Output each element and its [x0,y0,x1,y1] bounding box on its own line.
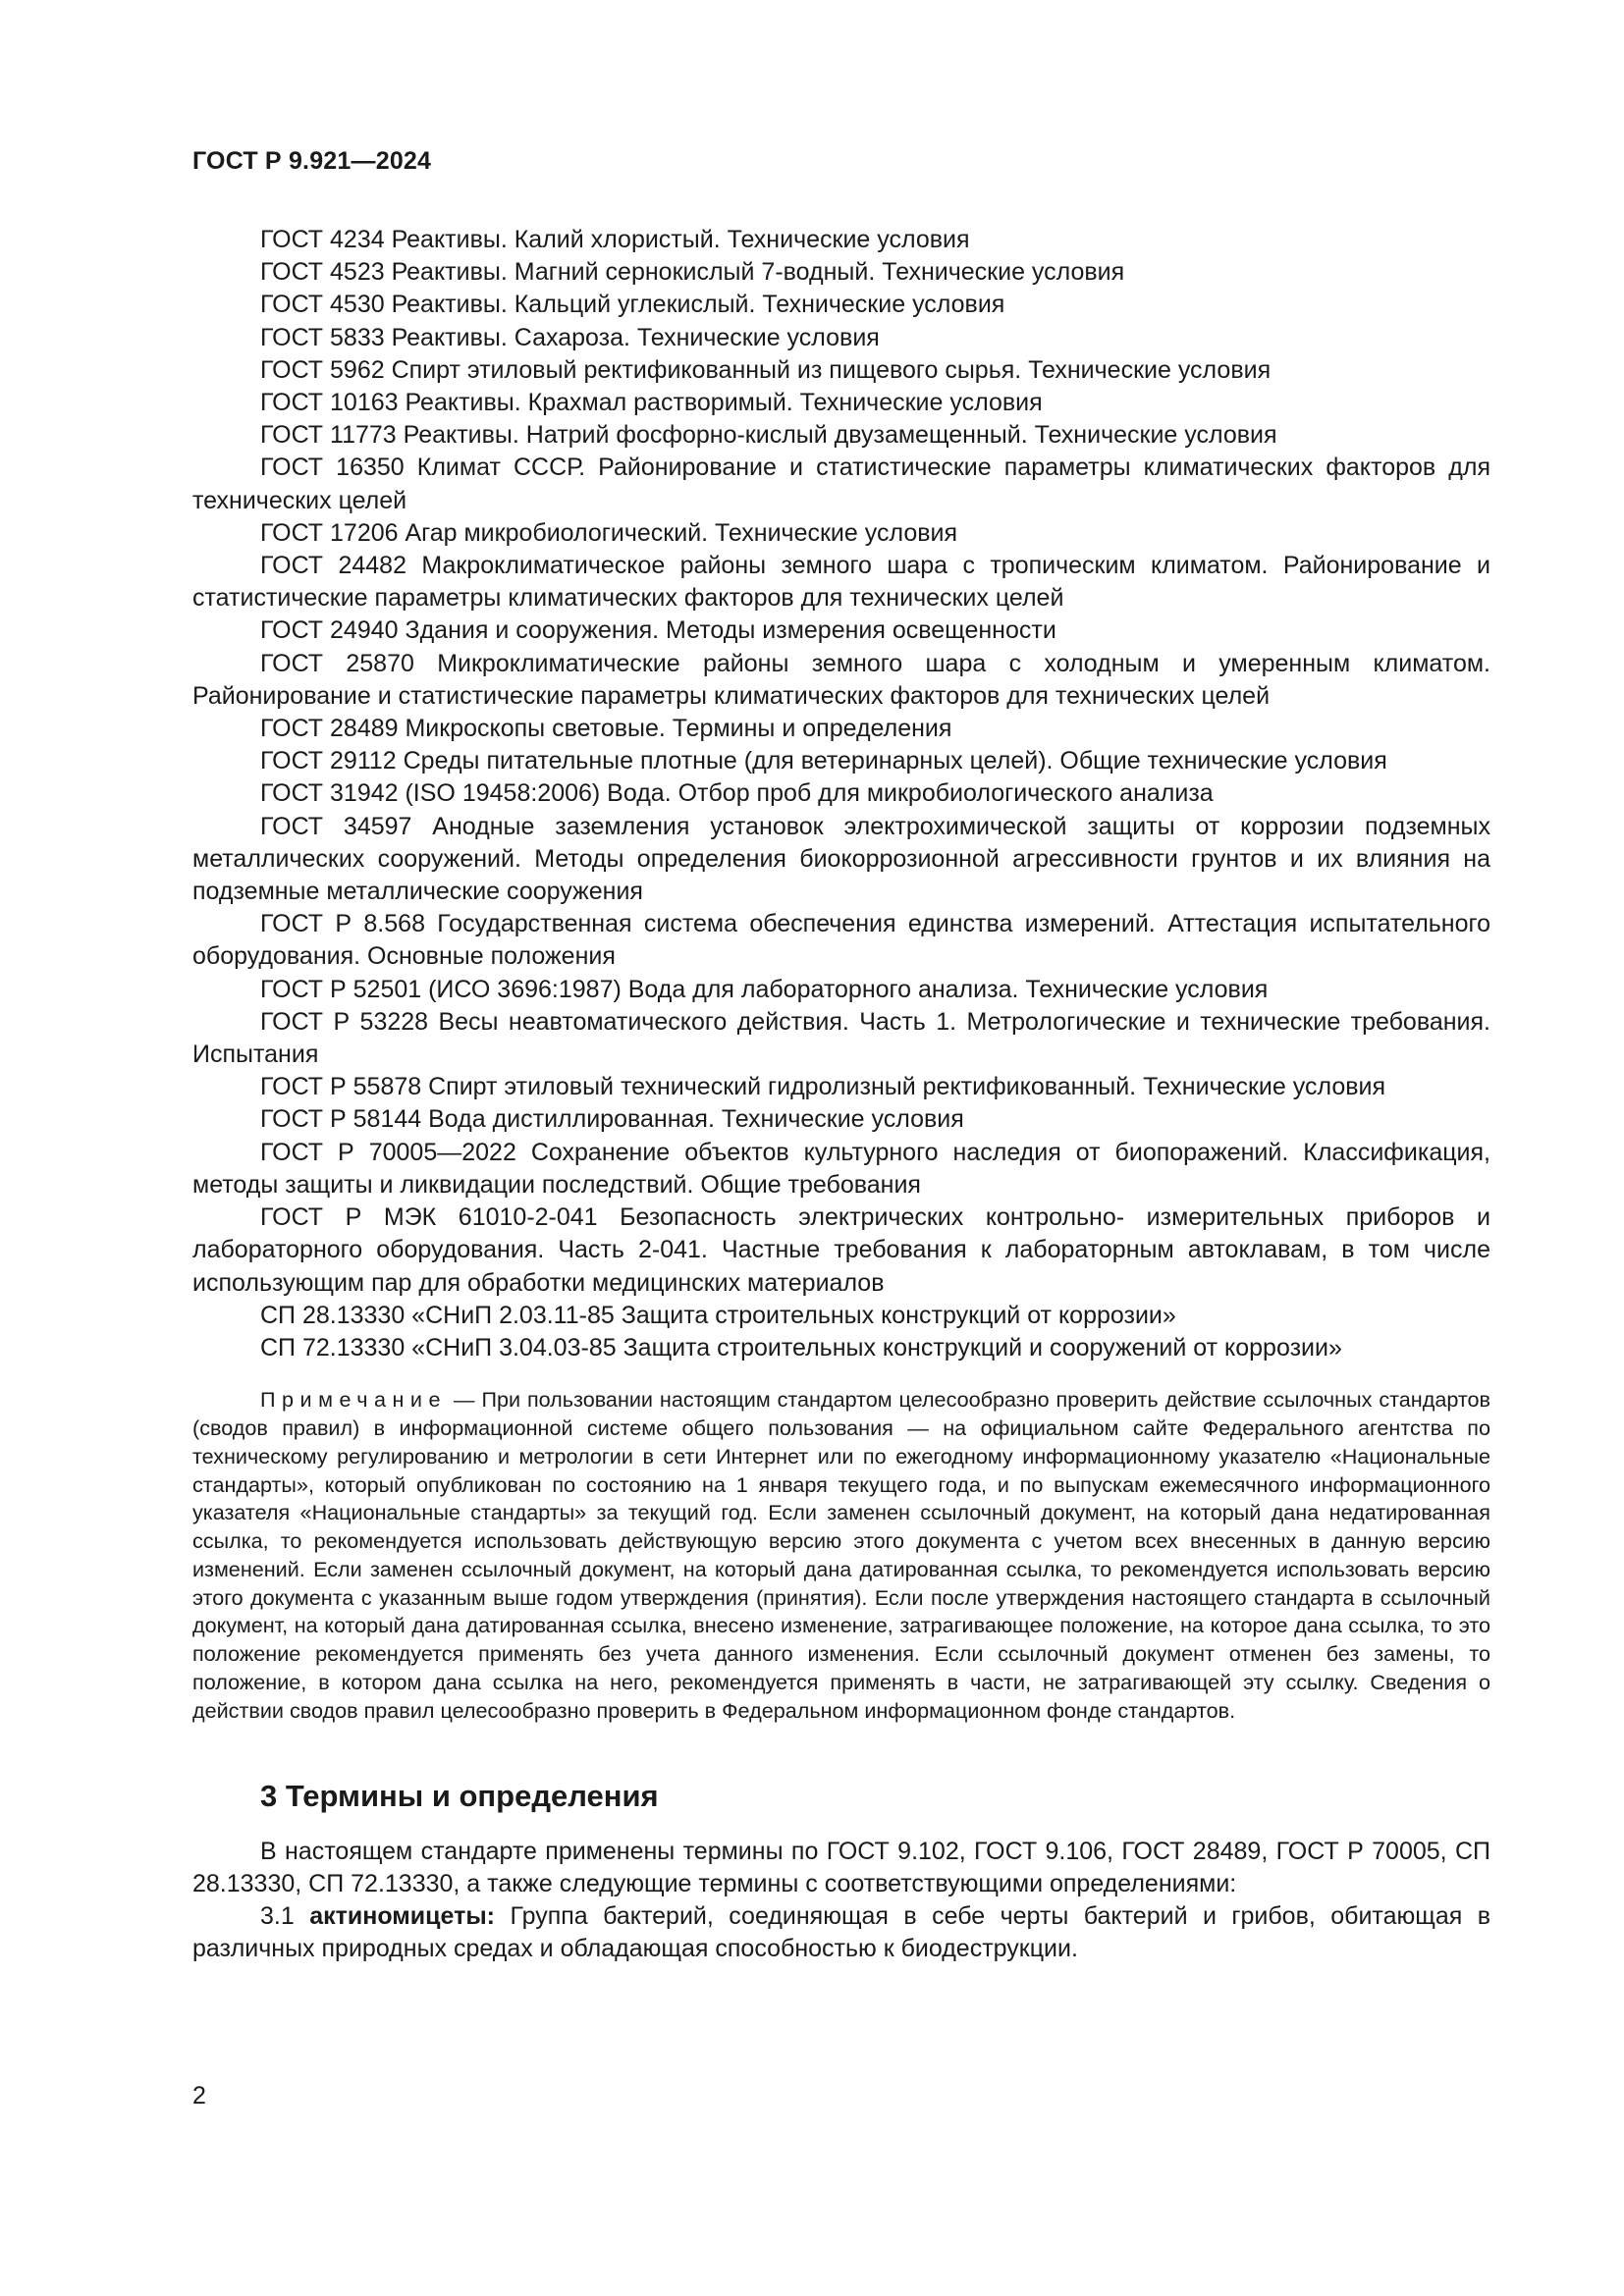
reference-item: ГОСТ 11773 Реактивы. Натрий фосфорно-кислый двузамещенный. Технические условия [260,421,1277,450]
reference-item: ГОСТ 4530 Реактивы. Кальций углекислый. Технические условия [260,291,1005,319]
reference-item: СП 72.13330 «СНиП 3.04.03-85 Защита строительных конструкций и сооружений от коррозии» [260,1333,1342,1362]
reference-item: ГОСТ 28489 Микроскопы световые. Термины и определения [260,715,952,743]
note-label: Примечание [260,1387,447,1413]
page-body [192,224,1490,1965]
term-definition: Группа бактерий, соединяющая в себе черты бактерий и грибов, обитающая в различных природных средах и обладающая способностью к биодеструкции. [192,1902,1490,1963]
reference-item: ГОСТ 24482 Макроклиматическое районы земного шара с тропическим климатом. Районирование и статистические параметры климатических факторов для технических целей [192,552,1490,613]
reference-item: ГОСТ 10163 Реактивы. Крахмал растворимый. Технические условия [260,389,1043,417]
reference-item: ГОСТ Р 8.568 Государственная система обеспечения единства измерений. Аттестация испытательного оборудования. Основные положения [192,910,1490,971]
reference-item: ГОСТ 4523 Реактивы. Магний сернокислый 7-водный. Технические условия [260,258,1125,287]
note-text: — При пользовании настоящим стандартом целесообразно проверить действие ссылочных стандартов (сводов правил) в информационной системе общего пользования — на официальном сайте Федерального агентства по техническому регулированию и метрологии в сети Интернет или по ежегодному информационному указателю «Национальные стандарты», который опубликован по состоянию на 1 января текущего года, и по выпускам ежемесячного информационного указателя «Национальные стандарты» за текущий год. Если заменен ссылочный документ, на который дана недатированная ссылка, то рекомендуется использовать действующую версию этого документа с учетом всех внесенных в данную версию изменений. Если заменен ссылочный документ, на который дана датированная ссылка, то рекомендуется использовать версию этого документа с указанным выше годом утверждения (принятия). Если после утверждения настоящего стандарта в ссылочный документ, на который дана датированная ссылка, внесено изменение, затрагивающее положение, на которое дана ссылка, то это положение рекомендуется применять без учета данного изменения. Если ссылочный документ отменен без замены, то положение, в котором дана ссылка на него, рекомендуется применять в части, не затрагивающей эту ссылку. Сведения о действии сводов правил целесообразно проверить в Федеральном информационном фонде стандартов. [192,1387,1490,1723]
reference-item: ГОСТ Р 70005—2022 Сохранение объектов культурного наследия от биопоражений. Классификация, методы защиты и ликвидации последствий. Общие требования [192,1138,1490,1199]
terms-section [192,1836,1490,1966]
section-3-title: 3 Термины и определения [260,1778,659,1813]
reference-item: ГОСТ 25870 Микроклиматические районы земного шара с холодным и умеренным климатом. Районирование и статистические параметры климатических факторов для технических целей [192,649,1490,710]
reference-item: ГОСТ 17206 Агар микробиологический. Технические условия [260,518,958,547]
reference-item: ГОСТ 5962 Спирт этиловый ректификованный из пищевого сырья. Технические условия [260,355,1272,384]
term-name: актиномицеты: [309,1902,495,1931]
reference-item: ГОСТ 24940 Здания и сооружения. Методы измерения освещенности [260,616,1056,645]
reference-item: ГОСТ 5833 Реактивы. Сахароза. Технические условия [260,323,880,351]
reference-item: СП 28.13330 «СНиП 2.03.11-85 Защита строительных конструкций от коррозии» [260,1301,1176,1329]
terms-intro: В настоящем стандарте применены термины по ГОСТ 9.102, ГОСТ 9.106, ГОСТ 28489, ГОСТ Р 70005, СП 28.13330, СП 72.13330, а также следующие термины с соответствующими определениями: [192,1837,1490,1897]
document-header: ГОСТ Р 9.921—2024 [192,147,432,175]
reference-item: ГОСТ 16350 Климат СССР. Районирование и статистические параметры климатических факторов для технических целей [192,454,1490,514]
reference-item: ГОСТ 31942 (ISO 19458:2006) Вода. Отбор проб для микробиологического анализа [260,779,1214,808]
reference-item: ГОСТ 29112 Среды питательные плотные (для ветеринарных целей). Общие технические условия [260,747,1387,775]
references-note [192,1386,1490,1726]
term-number: 3.1 [260,1902,295,1931]
reference-item: ГОСТ 4234 Реактивы. Калий хлористый. Технические условия [260,226,970,253]
page-number: 2 [192,2082,206,2109]
reference-item: ГОСТ Р 58144 Вода дистиллированная. Технические условия [260,1105,964,1134]
reference-item: ГОСТ 34597 Анодные заземления установок электрохимической защиты от коррозии подземных металлических сооружений. Методы определения биокоррозионной агрессивности грунтов и их влияния на подземные металлические сооружения [192,812,1490,906]
reference-item: ГОСТ Р 52501 (ИСО 3696:1987) Вода для лабораторного анализа. Технические условия [260,975,1269,1003]
reference-item: ГОСТ Р 55878 Спирт этиловый технический гидролизный ректификованный. Технические условия [260,1073,1386,1101]
reference-item: ГОСТ Р 53228 Весы неавтоматического действия. Часть 1. Метрологические и технические требования. Испытания [192,1007,1490,1069]
reference-item: ГОСТ Р МЭК 61010-2-041 Безопасность электрических контрольно- измерительных приборов и лабораторного оборудования. Часть 2-041. Частные требования к лабораторным автоклавам, в том числе использующим пар для обработки медицинских материалов [192,1203,1490,1297]
term-entry [192,1900,1490,1965]
normative-references-list [192,224,1490,1364]
